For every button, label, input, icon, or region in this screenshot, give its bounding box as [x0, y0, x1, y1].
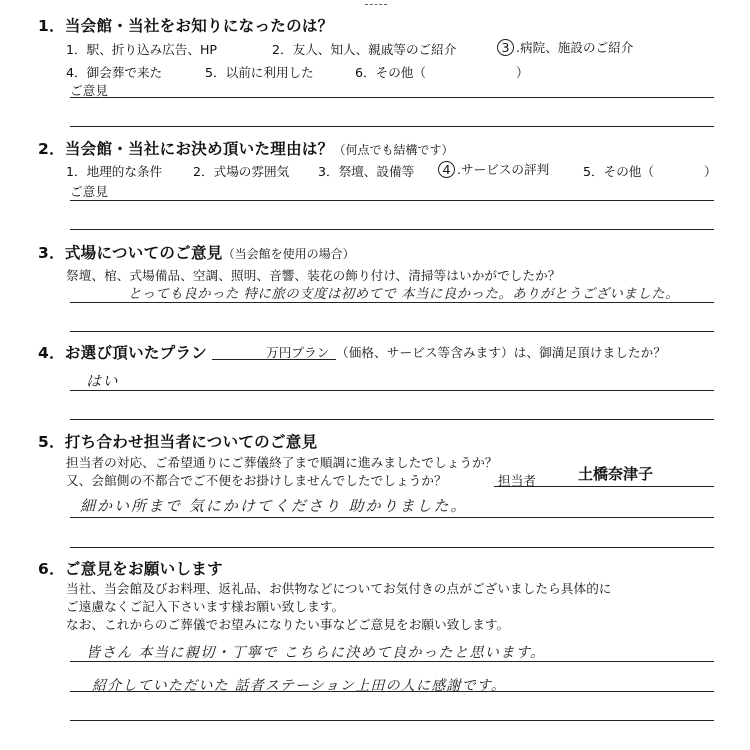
q1-option-3 — [497, 37, 633, 56]
q4-plan-underline — [212, 359, 336, 360]
q2-option-4 — [438, 159, 549, 178]
q6-title: 6．ご意見をお願いします — [38, 560, 223, 578]
q5-answer-line-1 — [70, 517, 714, 518]
q1-option-3-label: .病院、施設のご紹介 — [516, 40, 634, 55]
q1-option-2: 2．友人、知人、親戚等のご紹介 — [272, 42, 457, 57]
q4-handwritten-answer: はい — [86, 372, 120, 390]
q5-title: 5．打ち合わせ担当者についてのご意見 — [38, 433, 318, 451]
q5-manager-underline — [494, 486, 714, 487]
q2-option-2: 2．式場の雰囲気 — [193, 164, 290, 179]
q3-answer-line-1 — [70, 302, 714, 303]
q6-answer-line-2 — [70, 691, 714, 692]
q3-answer-line-2 — [70, 331, 714, 332]
q2-option-4-label: .サービスの評判 — [457, 162, 550, 177]
q2-title-sub: （何点でも結構です） — [333, 143, 454, 157]
q4-answer-line-1 — [70, 390, 714, 391]
q4-answer-line-2 — [70, 419, 714, 420]
q1-comment-line-1 — [70, 97, 714, 98]
q3-title-main: 3．式場についてのご意見 — [38, 244, 223, 262]
q6-prompt-1: 当社、当会館及びお料理、返礼品、お供物などについてお気付きの点がございましたら具体的に — [66, 581, 612, 596]
q1-comment-label: ご意見 — [70, 83, 109, 98]
q2-title — [38, 137, 454, 159]
q1-option-5: 5．以前に利用した — [205, 65, 314, 80]
q2-option-5: 5．その他（ — [583, 164, 654, 179]
q3-handwritten-answer: とっても良かった 特に旅の支度は初めてで 本当に良かった。ありがとうございました。 — [128, 287, 679, 302]
q4-prompt-rest: （価格、サービス等含みます）は、御満足頂けましたか？ — [336, 345, 667, 360]
q1-title: 1．当会館・当社をお知りになったのは？ — [38, 17, 334, 35]
q1-comment-line-2 — [70, 126, 714, 127]
q6-prompt-3: なお、これからのご葬儀でお望みになりたい事などご意見をお願い致します。 — [66, 617, 510, 632]
q2-option-3: 3．祭壇、設備等 — [318, 164, 415, 179]
q3-prompt: 祭壇、棺、式場備品、空調、照明、音響、装花の飾り付け、清掃等はいかがでしたか？ — [66, 268, 561, 283]
q2-option-1: 1．地理的な条件 — [66, 164, 163, 179]
q1-option-4: 4．御会葬で来た — [66, 65, 163, 80]
selected-circle-icon: 4 — [438, 161, 455, 178]
q6-handwritten-answer-1: 皆さん 本当に親切・丁寧で こちらに決めて良かったと思います。 — [86, 645, 546, 661]
q5-manager-name: 土橋奈津子 — [578, 465, 654, 483]
q2-comment-label: ご意見 — [70, 184, 109, 199]
q2-comment-line-2 — [70, 229, 714, 230]
q2-comment-line-1 — [70, 200, 714, 201]
q5-handwritten-answer: 細かい所まで 気にかけてくださり 助かりました。 — [80, 497, 468, 515]
q6-answer-line-3 — [70, 720, 714, 721]
q2-option-5-close: ） — [704, 164, 717, 179]
q6-prompt-2: ご遠慮なくご記入下さいます様お願い致します。 — [66, 599, 345, 614]
q5-manager-label: 担当者 — [498, 473, 537, 488]
q5-answer-line-2 — [70, 547, 714, 548]
top-mark — [365, 4, 387, 5]
q3-title — [38, 241, 355, 263]
q4-plan: 万円プラン — [266, 345, 330, 360]
q2-title-main: 2．当会館・当社にお決め頂いた理由は？ — [38, 140, 334, 158]
q1-option-1: 1．駅、折り込み広告、HP — [66, 42, 218, 57]
q3-title-sub: （当会館を使用の場合） — [222, 247, 355, 261]
selected-circle-icon: 3 — [497, 39, 514, 56]
q5-prompt-1: 担当者の対応、ご希望通りにご葬儀終了まで順調に進みましたでしょうか？ — [66, 455, 498, 470]
q1-option-6-close: ） — [516, 65, 529, 80]
q1-option-6: 6．その他（ — [355, 65, 426, 80]
q6-answer-line-1 — [70, 661, 714, 662]
q6-handwritten-answer-2: 紹介していただいた 話者ステーション上田の人に感謝です。 — [92, 678, 507, 694]
q5-prompt-2: 又、会館側の不都合でご不便をお掛けしませんでしたでしょうか？ — [66, 473, 447, 488]
q4-title: 4．お選び頂いたプラン — [38, 344, 208, 362]
